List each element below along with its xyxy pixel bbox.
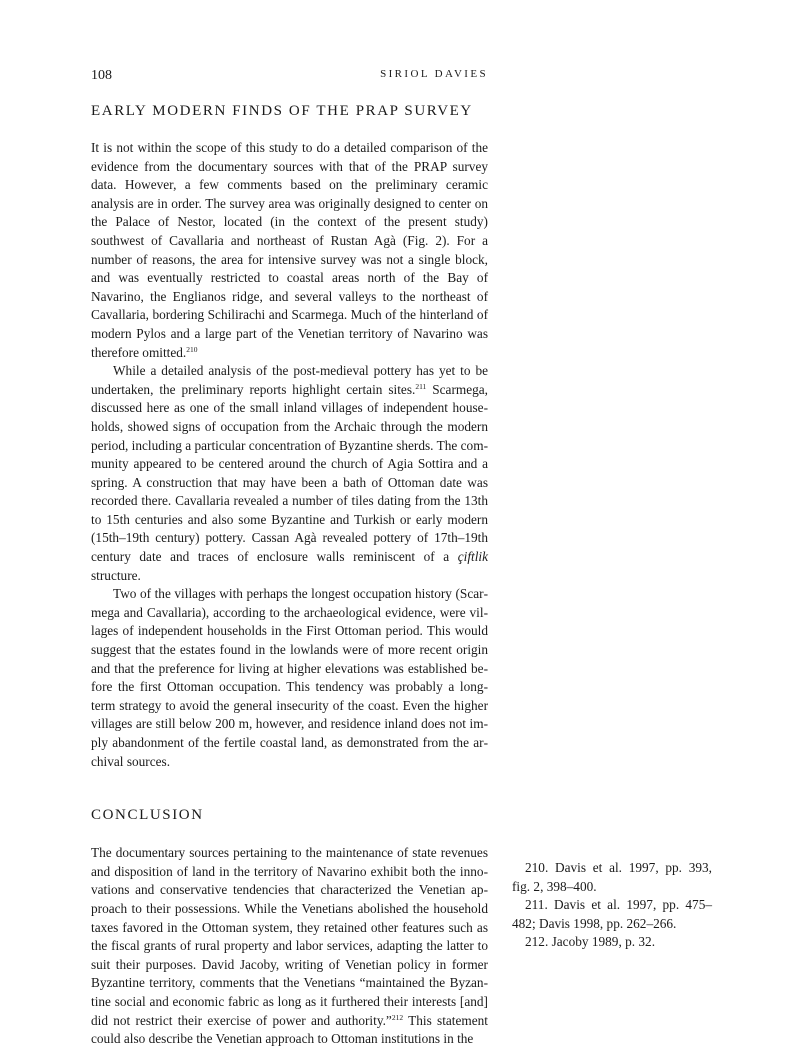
footnotes [512,859,712,952]
footnote-number: 212. [525,934,549,950]
footnote-text: Davis et al. 1997, pp. 475–482; Davis 1998, pp. 262–266. [512,897,712,931]
footnote-211 [512,896,712,933]
section-heading-early-modern-finds: EARLY MODERN FINDS OF THE PRAP SURVEY [91,103,473,119]
footnote-text: Davis et al. 1997, pp. 393, fig. 2, 398–400. [512,860,712,894]
main-text-column [91,100,488,1049]
footnote-ref-210[interactable]: 210 [186,344,198,354]
footnote-number: 210. [525,860,549,875]
paragraph-conclusion-text-a: The documentary sources pertaining to the maintenance of state revenues and disposition of land in the territory of Navarino exhibit both the innovations and conservative tendencies that characterized the Venetian approach to their possessions. While the Venetians abolished the household taxes favored in the Ottoman system, they retained other features such as the fiscal grants of rural property and labor services, adapting the latter to suit their purposes. David Jacoby, writing of Venetian policy in former Byzantine territory, comments that the Venetians “maintained the Byzantine social and economic fabric as long as it furthered their interests [and] did not restrict their exercise of power and authority.” [91,845,488,1028]
running-head-author: SIRIOL DAVIES [380,68,488,80]
paragraph-villages-text: Two of the villages with perhaps the longest occupation history (Scarmega and Cavallaria), according to the archaeological evidence, were villages of independent households in the First Ottoman period. This would suggest that the estates found in the lowlands were of more recent origin and that the preference for living at higher elevations was established before the first Ottoman occupation. This tendency was probably a long-term strategy to avoid the general insecurity of the coast. Even the higher villages are still below 200 m, however, and residence inland does not imply abandonment of the fertile coastal land, as demonstrated from the archival sources. [91,586,488,769]
paragraph-conclusion-text-b: This statement could also describe the Venetian approach to Ottoman institutions in the [91,1012,488,1047]
footnote-212 [512,933,712,952]
footnote-ref-211[interactable]: 211 [415,381,427,391]
paragraph-pottery-text-b: Scarmega, discussed here as one of the small inland villages of independent households, showed signs of occupation from the Archaic through the modern period, including a particular concentration of Byzantine sherds. The community appeared to be centered around the church of Agia Sottira and a spring. A construction that may have been a bath of Ottoman date was recorded there. Cavallaria revealed a number of tiles dating from the 13th to 15th centuries and also some Byzantine and Turkish or early modern (15th–19th century) pottery. Cassan Agà revealed pottery of 17th–19th century date and traces of enclosure walls reminiscent of a [91,381,488,565]
paragraph-pottery-text-c: structure. [91,567,141,583]
footnote-number: 211. [525,897,548,913]
page-number: 108 [91,68,112,83]
paragraph-conclusion [91,844,488,1049]
section-heading-conclusion: CONCLUSION [91,807,204,824]
footnote-210 [512,859,712,896]
footnote-ref-212[interactable]: 212 [391,1012,404,1022]
paragraph-intro [91,139,488,362]
italic-term-ciftlik: çiftlik [457,549,488,565]
paragraph-intro-text: It is not within the scope of this study to do a detailed comparison of the evidence from the documentary sources with that of the PRAP survey data. However, a few comments based on the preliminary ceramic analysis are in order. The survey area was originally designed to center on the Palace of Nestor, located (in the context of the present study) southwest of Cavallaria and northeast of Rustan Agà (Fig. 2). For a number of reasons, the area for intensive survey was not a single block, and was eventually restricted to coastal areas north of the Bay of Navarino, the Englianos ridge, and several valleys to the northeast of Cavallaria, bordering Schilirachi and Scarmega. Much of the hinterland of modern Pylos and a large part of the Venetian territory of Navarino was therefore omitted. [91,140,488,360]
running-head [91,68,488,88]
footnote-text: Jacoby 1989, p. 32. [548,934,656,950]
paragraph-villages [91,585,488,771]
paragraph-pottery-text-a: While a detailed analysis of the post-medieval pottery has yet to be undertaken, the preliminary reports highlight certain sites. [91,363,488,397]
paragraph-pottery [91,362,488,585]
